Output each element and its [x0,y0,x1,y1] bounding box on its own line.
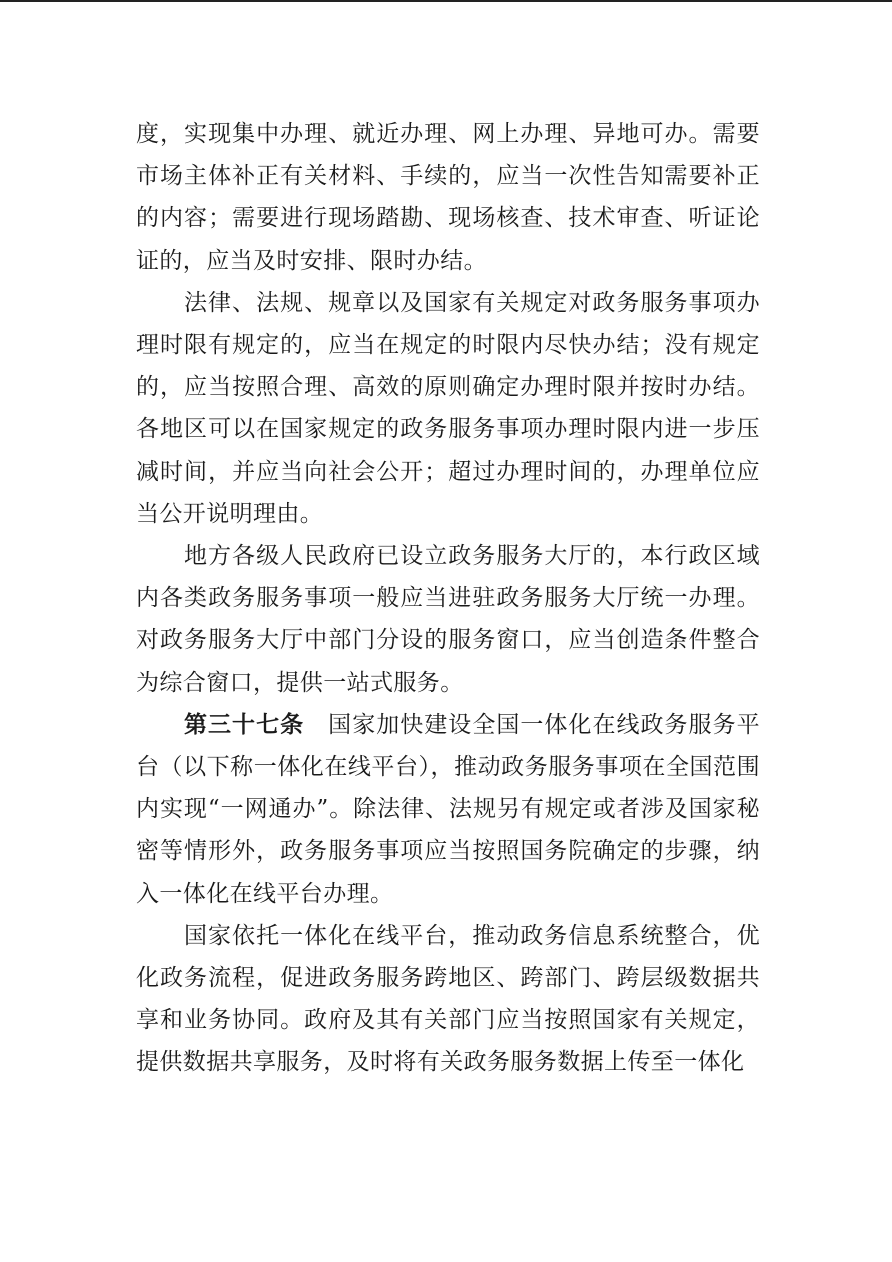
text-line: 理时限有规定的，应当在规定的时限内尽快办结；没有规定 [136,332,760,359]
text-line: 各地区可以在国家规定的政务服务事项办理时限内进一步 [136,416,737,443]
text-line: 享和业务协同。政府及其有关部门应当按照国家有关规定， [136,1007,760,1034]
text-line: 的，应当按照合理、高效的原则确定办理时限并按时办结。 [136,374,760,401]
text-line: 为综合窗口，提供一站式服务。 [136,669,464,696]
text-line: 对政务服务大厅中部门分设的服务窗口，应当创造条件整合 [136,627,760,654]
text-line: 法律、法规、规章以及国家有关规定对政务服务事项办 [184,289,760,316]
text-line: 国家依托一体化在线平台，推动政务信息系统整合，优 [184,922,760,949]
text-line: 化政务流程，促进政务服务跨地区、跨部门、跨层级数据共 [136,965,760,992]
text-line: 压减时间，并应当向社会公开；超过办理时间的，办理单位 [136,416,760,485]
document-page [136,113,760,1084]
text-line: 骤，纳入一体化在线平台办理。 [136,838,760,907]
text-line: 的内容；需要进行现场踏勘、现场核查、技术审查、听证论 [136,205,760,232]
text-line: 国家加快建设全国一体化在线政务服务 [304,711,737,738]
article-heading: 第三十七条 [184,710,305,738]
text-line: 平台（以下称一体化在线平台），推动政务服务事项在全国 [136,711,761,781]
text-line: 证的，应当及时安排、限时办结。 [136,247,487,274]
text-line: 内各类政务服务事项一般应当进驻政务服务大厅统一办理。 [136,585,760,612]
text-line: 范围内实现“一网通办”。除法律、法规另有规定或者涉及 [136,754,760,823]
text-line: 应当公开说明理由。 [136,458,760,527]
top-border-line [0,0,892,2]
text-line: 提供数据共享服务，及时将有关政务服务数据上传至一体化 [136,1049,745,1076]
paragraph-3 [136,535,760,704]
text-line: 地方各级人民政府已设立政务服务大厅的，本行政区域 [184,543,760,570]
text-line: 度，实现集中办理、就近办理、网上办理、异地可办。需要 [136,121,760,147]
paragraph-5 [136,915,760,1084]
paragraph-1 [136,113,760,282]
paragraph-article-37 [136,704,760,915]
paragraph-2 [136,282,760,535]
text-line: 市场主体补正有关材料、手续的，应当一次性告知需要补正 [136,163,760,190]
text-line: 国家秘密等情形外，政务服务事项应当按照国务院确定的步 [136,796,761,865]
